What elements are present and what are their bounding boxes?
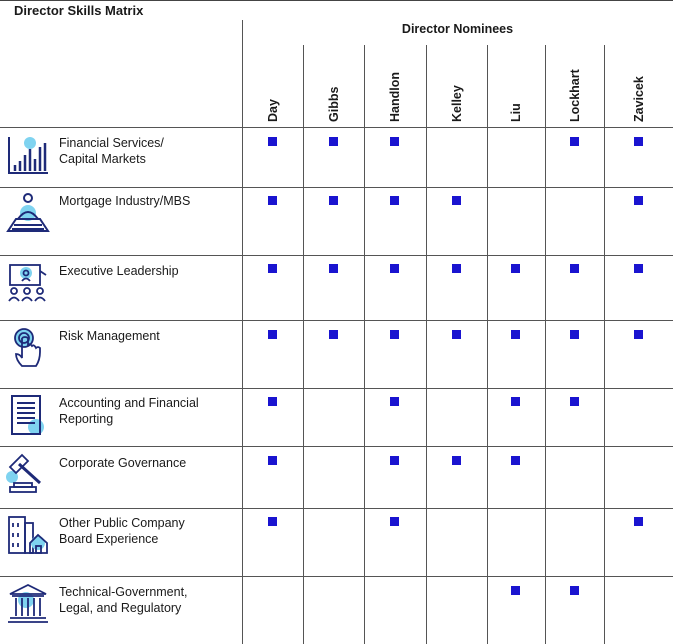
skill-mark: [570, 330, 579, 339]
skill-label-line: Corporate Governance: [59, 456, 187, 470]
title-rule: [0, 0, 673, 1]
director-name-kelley: Kelley: [449, 85, 464, 122]
row-divider: [0, 127, 673, 128]
row-divider: [0, 576, 673, 577]
skill-mark: [452, 330, 461, 339]
director-name-lockhart: Lockhart: [567, 69, 582, 122]
skill-mark: [511, 456, 520, 465]
skill-mark: [511, 397, 520, 406]
skill-mark: [390, 330, 399, 339]
row-divider: [0, 255, 673, 256]
skill-mark: [390, 137, 399, 146]
bar-chart-icon: [6, 133, 50, 177]
skill-label: [59, 263, 237, 279]
skill-label-line: Risk Management: [59, 329, 160, 343]
gavel-icon: [6, 453, 50, 497]
column-divider: [364, 45, 365, 644]
director-name-handlon: Handlon: [388, 72, 402, 122]
skill-label: [59, 515, 237, 547]
skill-label-line: Executive Leadership: [59, 264, 179, 278]
skill-mark: [390, 397, 399, 406]
row-divider: [0, 508, 673, 509]
director-nominees-header: Director Nominees: [401, 22, 514, 36]
skill-mark: [329, 264, 338, 273]
director-name-liu: Liu: [509, 103, 523, 122]
skill-mark: [452, 264, 461, 273]
row-divider: [0, 388, 673, 389]
skill-mark: [452, 196, 461, 205]
skill-label-line: Reporting: [59, 412, 114, 426]
skill-mark: [570, 264, 579, 273]
row-divider: [0, 320, 673, 321]
skill-mark: [329, 196, 338, 205]
skill-mark: [511, 330, 520, 339]
column-divider: [426, 45, 427, 644]
skill-mark: [634, 196, 643, 205]
skill-mark: [390, 517, 399, 526]
skill-mark: [390, 196, 399, 205]
hand-touch-icon: [6, 326, 50, 370]
skill-label: [59, 455, 237, 471]
skill-label: [59, 328, 237, 344]
column-divider: [604, 45, 605, 644]
skill-mark: [511, 264, 520, 273]
skill-mark: [268, 517, 277, 526]
director-name-day: Day: [265, 99, 280, 122]
skill-mark: [268, 330, 277, 339]
presentation-group-icon: [6, 261, 50, 305]
skill-mark: [268, 397, 277, 406]
skill-mark: [634, 264, 643, 273]
person-with-house-icon: [6, 191, 50, 235]
skill-label: [59, 584, 237, 616]
skill-label-line: Board Experience: [59, 532, 159, 546]
skill-mark: [634, 137, 643, 146]
skill-label-line: Mortgage Industry/MBS: [59, 194, 191, 208]
skill-mark: [634, 517, 643, 526]
director-name-gibbs: Gibbs: [326, 86, 341, 122]
skill-mark: [390, 456, 399, 465]
skill-label-line: Financial Services/: [59, 136, 164, 150]
office-buildings-icon: [6, 513, 50, 557]
skill-mark: [634, 330, 643, 339]
ledger-document-icon: [6, 393, 50, 437]
skill-mark: [268, 137, 277, 146]
skill-label: [59, 135, 237, 167]
column-divider: [303, 45, 304, 644]
row-divider: [0, 446, 673, 447]
skill-label-line: Other Public Company: [59, 516, 185, 530]
skill-mark: [329, 137, 338, 146]
skill-label-line: Legal, and Regulatory: [59, 601, 182, 615]
skill-label-line: Accounting and Financial: [59, 396, 199, 410]
skill-mark: [452, 456, 461, 465]
skill-mark: [268, 456, 277, 465]
column-divider: [545, 45, 546, 644]
skill-mark: [329, 330, 338, 339]
director-name-zavicek: Zavicek: [631, 76, 646, 122]
skill-mark: [268, 196, 277, 205]
page-title: Director Skills Matrix: [14, 3, 144, 18]
government-building-icon: [6, 582, 50, 626]
skill-mark: [268, 264, 277, 273]
skill-mark: [570, 137, 579, 146]
skill-mark: [570, 397, 579, 406]
column-divider: [487, 45, 488, 644]
skill-mark: [390, 264, 399, 273]
skill-label: [59, 193, 237, 209]
row-divider: [0, 187, 673, 188]
skill-mark: [511, 586, 520, 595]
skill-label-line: Technical-Government,: [59, 585, 188, 599]
skill-label-line: Capital Markets: [59, 152, 146, 166]
column-divider: [242, 20, 243, 644]
skill-label: [59, 395, 237, 427]
skill-mark: [570, 586, 579, 595]
